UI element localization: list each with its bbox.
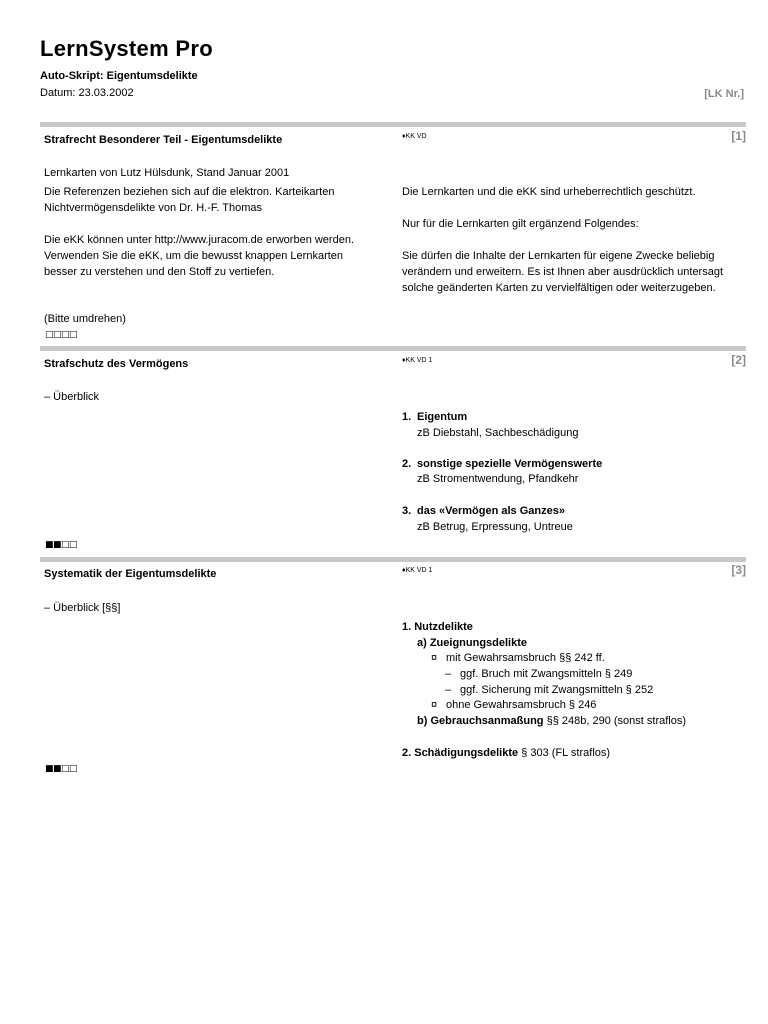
card-number: [1] xyxy=(731,129,746,143)
outline-item xyxy=(417,713,686,729)
outline-item: ggf. Bruch mit Zwangsmitteln § 249 xyxy=(460,668,633,680)
progress-indicator: ■■□□ xyxy=(45,540,78,550)
card-text: Die Referenzen beziehen sich auf die elektron. Karteikarten xyxy=(44,186,335,198)
card-text: Nichtvermögensdelikte von Dr. H.-F. Thomas xyxy=(44,202,263,214)
card-number: [3] xyxy=(731,563,746,577)
card-title: Systematik der Eigentumsdelikte xyxy=(44,568,217,580)
card-text: – Überblick xyxy=(44,391,100,403)
list-item-detail: zB Stromentwendung, Pfandkehr xyxy=(417,473,579,485)
outline-item-detail: § 303 (FL straflos) xyxy=(518,747,611,759)
list-item-heading: das «Vermögen als Ganzes» xyxy=(417,505,565,517)
lk-number: [LK Nr.] xyxy=(704,88,744,100)
bullet-icon: ¤ xyxy=(431,699,438,711)
card-text: Lernkarten von Lutz Hülsdunk, Stand Januar 2001 xyxy=(44,167,290,179)
outline-item xyxy=(402,745,610,761)
card-number: [2] xyxy=(731,353,746,367)
outline-item-label: b) Gebrauchsanmaßung xyxy=(417,715,544,727)
bullet-icon: ¤ xyxy=(431,652,438,664)
app-title: LernSystem Pro xyxy=(40,36,213,61)
list-item-heading: sonstige spezielle Vermögenswerte xyxy=(417,458,603,470)
card-text: (Bitte umdrehen) xyxy=(44,313,126,325)
dash-icon: – xyxy=(445,668,452,680)
card-separator xyxy=(40,122,746,127)
card-text: Sie dürfen die Inhalte der Lernkarten für eigene Zwecke beliebig xyxy=(402,250,715,262)
card-title: Strafschutz des Vermögens xyxy=(44,358,189,370)
outline-item: mit Gewahrsamsbruch §§ 242 ff. xyxy=(446,652,605,664)
card-separator xyxy=(40,346,746,351)
card-separator xyxy=(40,557,746,562)
list-item-heading: Eigentum xyxy=(417,411,468,423)
card-code: ♦KK VD 1 xyxy=(402,357,433,364)
dash-icon: – xyxy=(445,684,452,696)
card-text: Verwenden Sie die eKK, um die bewusst knappen Lernkarten xyxy=(44,250,344,262)
card-text: Die Lernkarten und die eKK sind urheberrechtlich geschützt. xyxy=(402,186,696,198)
progress-indicator: ■■□□ xyxy=(45,764,78,774)
document-subtitle: Auto-Skript: Eigentumsdelikte xyxy=(40,70,198,82)
card-code: ♦KK VD xyxy=(402,133,427,140)
card-text: besser zu verstehen und den Stoff zu vertiefen. xyxy=(44,266,275,278)
card-text: verändern und erweitern. Es ist Ihnen aber ausdrücklich untersagt xyxy=(402,266,724,278)
list-item-detail: zB Betrug, Erpressung, Untreue xyxy=(417,521,573,533)
outline-item: ohne Gewahrsamsbruch § 246 xyxy=(446,699,597,711)
outline-item-detail: §§ 248b, 290 (sonst straflos) xyxy=(543,715,686,727)
card-text: – Überblick [§§] xyxy=(44,602,121,614)
card-text: Die eKK können unter http://www.juracom.de erworben werden. xyxy=(44,234,354,246)
outline-item: 1. Nutzdelikte xyxy=(402,621,473,633)
outline-item: a) Zueignungsdelikte xyxy=(417,637,528,649)
progress-indicator: □□□□ xyxy=(45,330,78,340)
card-text: Nur für die Lernkarten gilt ergänzend Folgendes: xyxy=(402,218,639,230)
card-text: solche geänderten Karten zu vervielfältigen oder weiterzugeben. xyxy=(402,282,716,294)
outline-item-label: 2. Schädigungsdelikte xyxy=(402,747,519,759)
document-date: Datum: 23.03.2002 xyxy=(40,87,134,99)
list-item-number: 1. xyxy=(402,411,412,423)
list-item-number: 2. xyxy=(402,458,412,470)
list-item-detail: zB Diebstahl, Sachbeschädigung xyxy=(417,427,579,439)
card-code: ♦KK VD 1 xyxy=(402,567,433,574)
list-item-number: 3. xyxy=(402,505,412,517)
outline-item: ggf. Sicherung mit Zwangsmitteln § 252 xyxy=(460,684,654,696)
card-title: Strafrecht Besonderer Teil - Eigentumsdelikte xyxy=(44,134,283,146)
